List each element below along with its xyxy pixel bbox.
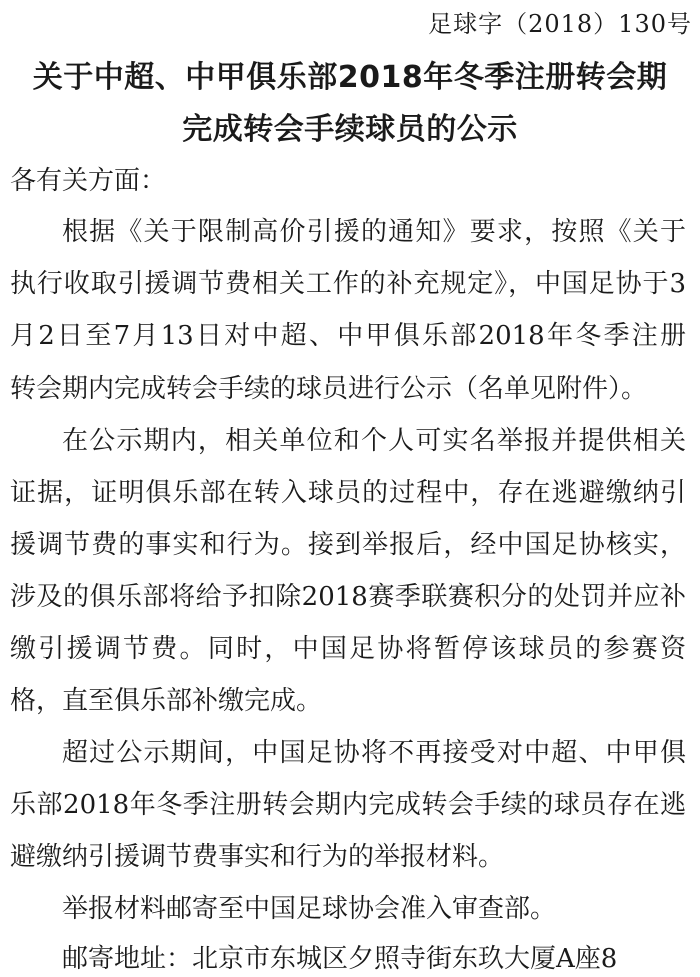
paragraph-2-line-6: 格，直至俱乐部补缴完成。 [10, 686, 323, 716]
paragraph-3-line-3: 避缴纳引援调节费事实和行为的举报材料。 [10, 842, 505, 872]
paragraph-1-line-4: 转会期内完成转会手续的球员进行公示（名单见附件）。 [10, 374, 648, 404]
salutation: 各有关方面： [10, 166, 167, 196]
document-title-line-1: 关于中超、中甲俱乐部2018年冬季注册转会期 [32, 60, 668, 95]
paragraph-4-line-1: 举报材料邮寄至中国足球协会准入审查部。 [62, 894, 557, 924]
paragraph-1-line-1: 根据《关于限制高价引援的通知》要求，按照《关于 [62, 217, 686, 247]
paragraph-1-line-2: 执行收取引援调节费相关工作的补充规定》，中国足协于3 [10, 269, 686, 299]
paragraph-2-line-2: 证据，证明俱乐部在转入球员的过程中，存在逃避缴纳引 [10, 478, 686, 508]
document-number: 足球字（2018）130号 [428, 10, 692, 38]
paragraph-2-line-1: 在公示期内，相关单位和个人可实名举报并提供相关 [62, 426, 686, 456]
paragraph-1-line-3: 月2日至7月13日对中超、中甲俱乐部2018年冬季注册 [10, 321, 686, 351]
paragraph-2-line-4: 涉及的俱乐部将给予扣除2018赛季联赛积分的处罚并应补 [10, 582, 686, 612]
paragraph-2-line-3: 援调节费的事实和行为。接到举报后，经中国足协核实， [10, 530, 686, 560]
document-title-line-2: 完成转会手续球员的公示 [182, 112, 518, 147]
paragraph-2-line-5: 缴引援调节费。同时，中国足协将暂停该球员的参赛资 [10, 634, 686, 664]
paragraph-3-line-1: 超过公示期间，中国足协将不再接受对中超、中甲俱 [62, 738, 686, 768]
paragraph-5-line-1: 邮寄地址：北京市东城区夕照寺街东玖大厦A座8 [62, 944, 618, 974]
paragraph-3-line-2: 乐部2018年冬季注册转会期内完成转会手续的球员存在逃 [10, 790, 686, 820]
